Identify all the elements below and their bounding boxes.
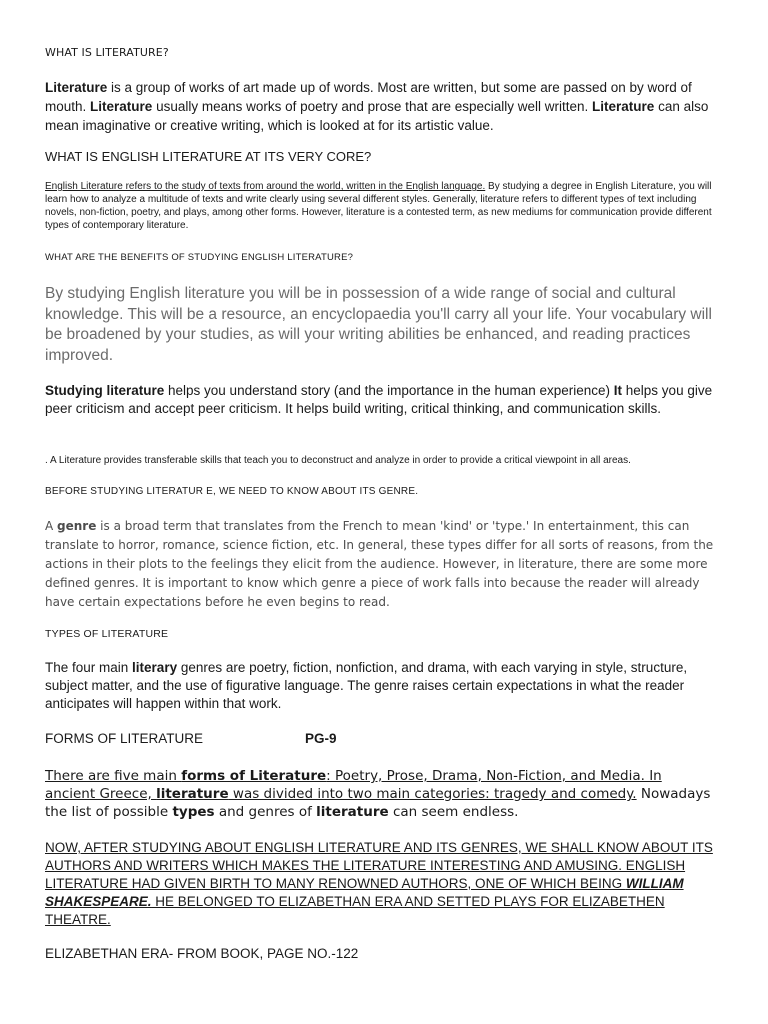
underlined-sentence: English Literature refers to the study of texts from around the world, written in the English language. (45, 181, 486, 192)
bold-term: It (613, 383, 623, 398)
bold-term: forms of Literature (181, 768, 327, 784)
heading-types-of-literature: TYPES OF LITERATURE (45, 628, 169, 640)
bold-term: Literature (45, 80, 108, 95)
bold-term: literary (132, 660, 178, 675)
bold-term: Studying literature (45, 383, 165, 398)
page-reference: PG-9 (305, 731, 337, 746)
paragraph-literary-genres: The four main literary genres are poetry, fiction, nonfiction, and drama, with each varying in style, structure, subject matter, and the use of figurative language. The genre raises certain expectations in what the reader anticipates will happen within that work. (45, 660, 688, 711)
heading-english-literature-core: WHAT IS ENGLISH LITERATURE AT ITS VERY CORE? (45, 149, 372, 164)
bold-term: Literature (592, 99, 655, 114)
bold-term: literature (316, 804, 389, 820)
bold-term: literature (156, 786, 229, 802)
paragraph-english-literature: English Literature refers to the study of texts from around the world, written in the English language. By studying a degree in English Literature, you will learn how to analyze a multitude of texts and write clearly using several different styles. Generally, literature refers to different types of text including novels, non-fiction, poetry, and plays, among other forms. However, literature is a contested term, as new mediums for communication provide different types of contemporary literature. (45, 181, 712, 231)
paragraph-elizabethan-era: ELIZABETHAN ERA- FROM BOOK, PAGE NO.-122 (45, 946, 359, 961)
bold-term: Literature (90, 99, 153, 114)
paragraph-transferable-skills: . A Literature provides transferable skills that teach you to deconstruct and analyze in order to provide a critical viewpoint in all areas. (45, 455, 631, 466)
paragraph-forms: There are five main forms of Literature: Poetry, Prose, Drama, Non-Fiction, and Media. In ancient Greece, literature was divided into two main categories: tragedy and comedy. Nowadays the list of possible types and genres of literature can seem endless. (45, 768, 711, 820)
heading-forms-of-literature: FORMS OF LITERATURE PG-9 (45, 731, 337, 746)
bold-term: types (172, 804, 215, 820)
paragraph-benefits-quote: By studying English literature you will be in possession of a wide range of social and cultural knowledge. This will be a resource, an encyclopaedia you'll carry all your life. Your vocabulary will be broadened by your studies, as will your writing abilities be enhanced, and reading practices improved. (45, 285, 712, 364)
bold-term: genre (57, 519, 97, 533)
paragraph-studying-literature: Studying literature helps you understand story (and the importance in the human experience) It helps you give peer criticism and accept peer criticism. It helps build writing, critical thinking, and communication skills. (45, 383, 713, 416)
paragraph-genre-definition: A genre is a broad term that translates from the French to mean 'kind' or 'type.' In entertainment, this can translate to horror, romance, science fiction, etc. In general, these types differ for all sorts of reasons, from the actions in their plots to the feelings they elicit from the audience. However, in literature, there are some more defined genres. It is important to know which genre a piece of work falls into because the reader will already have certain expectations before he even begins to read. (45, 519, 714, 609)
shakespeare-name: WILLIAM SHAKESPEARE. (45, 876, 684, 909)
paragraph-definition: Literature is a group of works of art made up of words. Most are written, but some are passed on by word of mouth. Literature usually means works of poetry and prose that are especially well written. Literature can also mean imaginative or creative writing, which is looked at for its artistic value. (45, 80, 709, 133)
paragraph-authors: NOW, AFTER STUDYING ABOUT ENGLISH LITERATURE AND ITS GENRES, WE SHALL KNOW ABOUT ITS AUTHORS AND WRITERS WHICH MAKES THE LITERATURE INTERESTING AND AMUSING. ENGLISH LITERATURE HAD GIVEN BIRTH TO MANY RENOWNED AUTHORS, ONE OF WHICH BEING WILLIAM SHAKESPEARE. HE BELONGED TO ELIZABETHAN ERA AND SETTED PLAYS FOR ELIZABETHEN THEATRE. (45, 840, 713, 927)
heading-genre: BEFORE STUDYING LITERATUR E, WE NEED TO KNOW ABOUT ITS GENRE. (45, 486, 419, 497)
heading-benefits: WHAT ARE THE BENEFITS OF STUDYING ENGLISH LITERATURE? (45, 252, 354, 263)
heading-what-is-literature: WHAT IS LITERATURE? (45, 46, 169, 59)
